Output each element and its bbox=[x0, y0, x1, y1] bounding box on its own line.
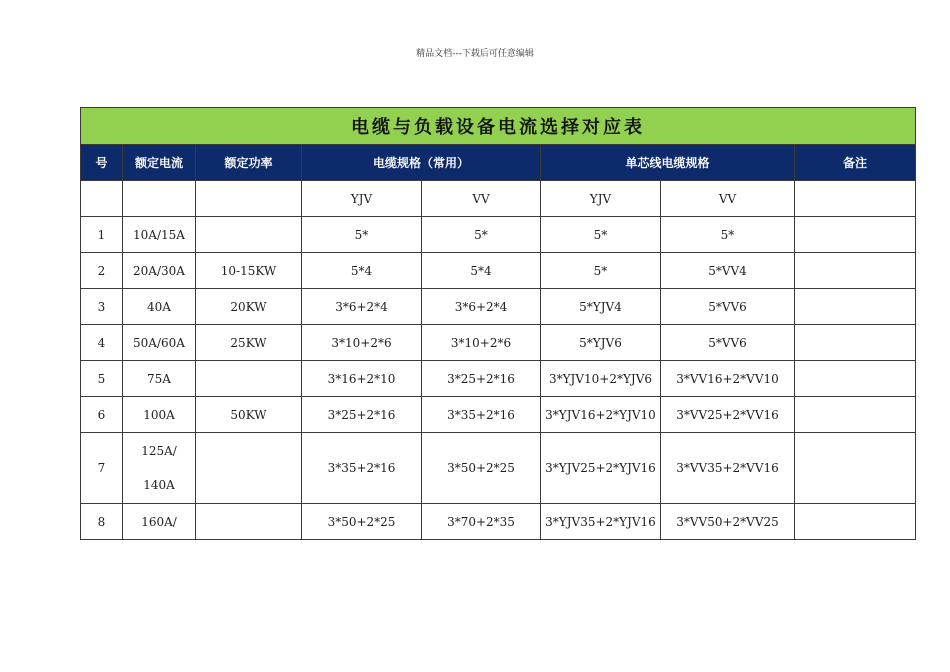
cell-no: 7 bbox=[81, 433, 123, 504]
cell-power bbox=[196, 361, 302, 397]
cell-no: 2 bbox=[81, 253, 123, 289]
cell-single-vv: 5*VV4 bbox=[661, 253, 795, 289]
header-remark: 备注 bbox=[795, 145, 916, 181]
cell-no: 8 bbox=[81, 504, 123, 540]
cell-current-line-2: 140A bbox=[143, 478, 175, 492]
table-row bbox=[81, 433, 916, 504]
cell-single-vv: 3*VV35+2*VV16 bbox=[661, 433, 795, 504]
table-row bbox=[81, 325, 916, 361]
cell-cable-vv: 5*4 bbox=[422, 253, 541, 289]
subheader-empty bbox=[795, 181, 916, 217]
cell-cable-yjv: 3*10+2*6 bbox=[302, 325, 422, 361]
cell-single-yjv: 3*YJV10+2*YJV6 bbox=[541, 361, 661, 397]
cell-no: 4 bbox=[81, 325, 123, 361]
subheader-empty bbox=[81, 181, 123, 217]
cell-cable-yjv: 3*50+2*25 bbox=[302, 504, 422, 540]
subheader-row bbox=[81, 181, 916, 217]
cell-power: 50KW bbox=[196, 397, 302, 433]
header-cable-spec: 电缆规格（常用） bbox=[302, 145, 541, 181]
cell-cable-vv: 3*35+2*16 bbox=[422, 397, 541, 433]
subheader-cable-yjv: YJV bbox=[302, 181, 422, 217]
cell-single-vv: 3*VV25+2*VV16 bbox=[661, 397, 795, 433]
cell-current-line-1: 125A/ bbox=[141, 444, 177, 458]
cell-single-yjv: 5* bbox=[541, 253, 661, 289]
cell-cable-yjv: 5* bbox=[302, 217, 422, 253]
header-no: 号 bbox=[81, 145, 123, 181]
cell-power bbox=[196, 433, 302, 504]
cable-selection-table bbox=[80, 107, 916, 540]
cell-remark bbox=[795, 325, 916, 361]
cell-current: 10A/15A bbox=[123, 217, 196, 253]
cell-current: 50A/60A bbox=[123, 325, 196, 361]
cell-remark bbox=[795, 289, 916, 325]
table-row bbox=[81, 504, 916, 540]
cell-remark bbox=[795, 217, 916, 253]
cell-single-vv: 3*VV16+2*VV10 bbox=[661, 361, 795, 397]
cell-cable-yjv: 3*25+2*16 bbox=[302, 397, 422, 433]
cell-current: 160A/ bbox=[123, 504, 196, 540]
cell-single-yjv: 5*YJV6 bbox=[541, 325, 661, 361]
subheader-empty bbox=[123, 181, 196, 217]
cell-power bbox=[196, 217, 302, 253]
cell-remark bbox=[795, 504, 916, 540]
cell-cable-vv: 3*25+2*16 bbox=[422, 361, 541, 397]
cell-power: 20KW bbox=[196, 289, 302, 325]
cell-cable-yjv: 3*6+2*4 bbox=[302, 289, 422, 325]
cell-current: 40A bbox=[123, 289, 196, 325]
header-single-core-spec: 单芯线电缆规格 bbox=[541, 145, 795, 181]
cell-no: 3 bbox=[81, 289, 123, 325]
table-row bbox=[81, 397, 916, 433]
cell-remark bbox=[795, 361, 916, 397]
header-rated-power: 额定功率 bbox=[196, 145, 302, 181]
cell-no: 5 bbox=[81, 361, 123, 397]
cell-no: 6 bbox=[81, 397, 123, 433]
cell-single-yjv: 3*YJV25+2*YJV16 bbox=[541, 433, 661, 504]
subheader-cable-vv: VV bbox=[422, 181, 541, 217]
cell-cable-vv: 3*50+2*25 bbox=[422, 433, 541, 504]
cell-current: 20A/30A bbox=[123, 253, 196, 289]
cell-cable-yjv: 5*4 bbox=[302, 253, 422, 289]
cell-current: 75A bbox=[123, 361, 196, 397]
cell-power bbox=[196, 504, 302, 540]
cell-single-yjv: 3*YJV35+2*YJV16 bbox=[541, 504, 661, 540]
table-row bbox=[81, 253, 916, 289]
cell-power: 10-15KW bbox=[196, 253, 302, 289]
table-row bbox=[81, 217, 916, 253]
cell-single-yjv: 3*YJV16+2*YJV10 bbox=[541, 397, 661, 433]
cell-cable-yjv: 3*35+2*16 bbox=[302, 433, 422, 504]
cell-current: 100A bbox=[123, 397, 196, 433]
cell-single-vv: 5*VV6 bbox=[661, 289, 795, 325]
page-header: 精品文档---下载后可任意编辑 bbox=[416, 49, 534, 59]
cell-cable-vv: 3*6+2*4 bbox=[422, 289, 541, 325]
cell-no: 1 bbox=[81, 217, 123, 253]
subheader-single-yjv: YJV bbox=[541, 181, 661, 217]
subheader-single-vv: VV bbox=[661, 181, 795, 217]
cell-single-vv: 5*VV6 bbox=[661, 325, 795, 361]
cell-single-vv: 5* bbox=[661, 217, 795, 253]
cell-cable-yjv: 3*16+2*10 bbox=[302, 361, 422, 397]
header-row bbox=[81, 145, 916, 181]
cell-single-yjv: 5*YJV4 bbox=[541, 289, 661, 325]
table-title: 电缆与负载设备电流选择对应表 bbox=[81, 108, 916, 145]
cell-cable-vv: 3*10+2*6 bbox=[422, 325, 541, 361]
cell-current bbox=[123, 433, 196, 504]
title-row bbox=[81, 108, 916, 145]
table-row bbox=[81, 289, 916, 325]
cell-power: 25KW bbox=[196, 325, 302, 361]
cell-single-vv: 3*VV50+2*VV25 bbox=[661, 504, 795, 540]
cell-remark bbox=[795, 397, 916, 433]
header-rated-current: 额定电流 bbox=[123, 145, 196, 181]
cell-remark bbox=[795, 433, 916, 504]
cell-cable-vv: 5* bbox=[422, 217, 541, 253]
subheader-empty bbox=[196, 181, 302, 217]
cell-cable-vv: 3*70+2*35 bbox=[422, 504, 541, 540]
cell-single-yjv: 5* bbox=[541, 217, 661, 253]
cell-remark bbox=[795, 253, 916, 289]
table-row bbox=[81, 361, 916, 397]
